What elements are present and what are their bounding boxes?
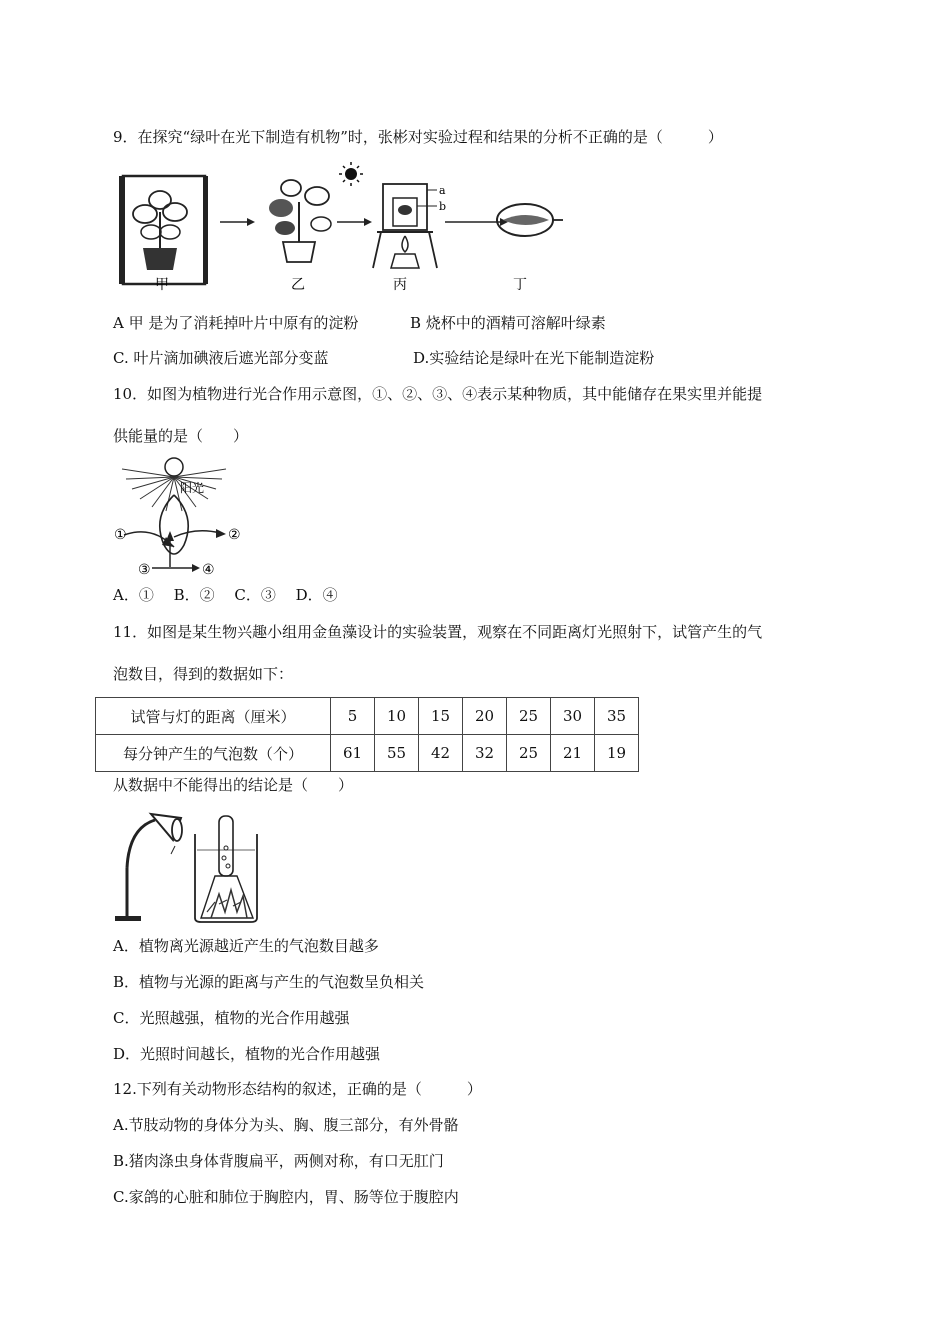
- marker-1: ①: [114, 527, 127, 543]
- sunlight-label: 阳光: [180, 481, 205, 495]
- q11-stem-line1: 11．如图是某生物兴趣小组用金鱼藻设计的实验装置，观察在不同距离灯光照射下，试管产生的气: [113, 623, 763, 641]
- q10-photosynthesis-figure: [112, 455, 252, 580]
- sun-rays-icon: [122, 458, 226, 511]
- table-cell: 55: [375, 735, 419, 772]
- marker-4: ④: [202, 562, 215, 578]
- q9-option-d: D.实验结论是绿叶在光下能制造淀粉: [413, 349, 655, 367]
- q11-option-a: A．植物离光源越近产生的气泡数目越多: [113, 937, 379, 955]
- table-cell: 15: [419, 698, 463, 735]
- q11-stem-line2: 泡数目，得到的数据如下：: [113, 665, 294, 683]
- table-cell: 61: [331, 735, 375, 772]
- water-bath-heating-icon: [373, 184, 446, 268]
- q12-option-c: C.家鸽的心脏和肺位于胸腔内，胃、肠等位于腹腔内: [113, 1188, 459, 1206]
- beaker-test-tube-icon: [195, 816, 257, 922]
- q11-lamp-apparatus-figure: [115, 808, 265, 928]
- table-row: [96, 698, 639, 735]
- label-yi: 乙: [291, 277, 305, 293]
- table-cell: 25: [507, 698, 551, 735]
- label-bing: 丙: [393, 277, 407, 293]
- marker-3: ③: [138, 562, 151, 578]
- q12-option-b: B.猪肉涤虫身体背腹扁平，两侧对称，有口无肛门: [113, 1152, 444, 1170]
- q11-option-b: B．植物与光源的距离与产生的气泡数呈负相关: [113, 973, 425, 991]
- desk-lamp-icon: [115, 814, 182, 921]
- label-jia: 甲: [155, 277, 169, 293]
- table-cell: 19: [595, 735, 639, 772]
- q9-stem: 9．在探究“绿叶在光下制造有机物”时，张彬对实验过程和结果的分析不正确的是（ ）: [113, 128, 723, 146]
- q11-question: 从数据中不能得出的结论是（ ）: [113, 776, 354, 794]
- table-cell: 42: [419, 735, 463, 772]
- label-b: b: [439, 200, 447, 213]
- table-cell: 25: [507, 735, 551, 772]
- sun-icon: [339, 162, 363, 186]
- q11-data-table: [95, 697, 639, 772]
- potted-plant-icon: [269, 180, 331, 262]
- table-cell: 20: [463, 698, 507, 735]
- q9-option-a: A 甲 是为了消耗掉叶片中原有的淀粉: [113, 314, 359, 332]
- q9-option-b: B 烧杯中的酒精可溶解叶绿素: [410, 314, 606, 332]
- dark-box-plant-icon: [119, 176, 208, 284]
- label-ding: 丁: [513, 277, 527, 293]
- table-cell: 32: [463, 735, 507, 772]
- q10-options: A．① B．② C．③ D．④: [113, 586, 338, 604]
- q9-experiment-figure: [115, 162, 575, 297]
- marker-2: ②: [228, 527, 241, 543]
- table-row: [96, 735, 639, 772]
- table-cell: 30: [551, 698, 595, 735]
- row2-header: 每分钟产生的气泡数（个）: [96, 735, 331, 772]
- q10-stem-line2: 供能量的是（ ）: [113, 427, 249, 445]
- q11-option-c: C．光照越强，植物的光合作用越强: [113, 1009, 350, 1027]
- stained-leaf-icon: [497, 204, 563, 236]
- q12-stem: 12.下列有关动物形态结构的叙述，正确的是（ ）: [113, 1080, 482, 1098]
- table-cell: 35: [595, 698, 639, 735]
- q10-stem-line1: 10．如图为植物进行光合作用示意图，①、②、③、④表示某种物质，其中能储存在果实里并能提: [113, 385, 763, 403]
- table-cell: 5: [331, 698, 375, 735]
- q12-option-a: A.节肢动物的身体分为头、胸、腹三部分，有外骨骼: [113, 1116, 459, 1134]
- q9-option-c: C. 叶片滴加碘液后遮光部分变蓝: [113, 349, 329, 367]
- label-a: a: [439, 184, 446, 197]
- table-cell: 10: [375, 698, 419, 735]
- q11-option-d: D．光照时间越长，植物的光合作用越强: [113, 1045, 381, 1063]
- table-cell: 21: [551, 735, 595, 772]
- row1-header: 试管与灯的距离（厘米）: [96, 698, 331, 735]
